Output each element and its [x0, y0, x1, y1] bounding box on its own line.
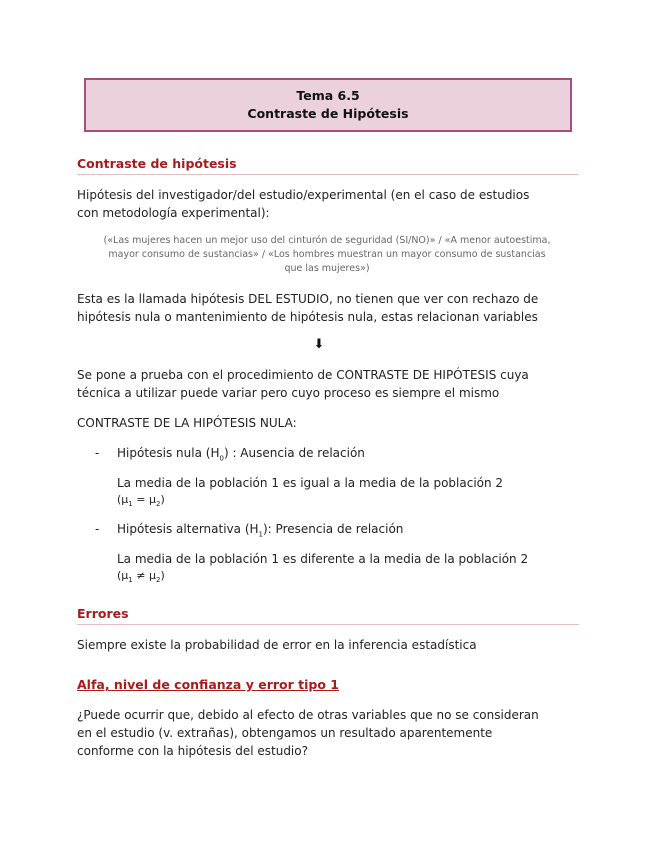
title-box [84, 78, 572, 132]
bullet-dash-2: - [95, 522, 100, 536]
title-line-2: Contraste de Hipótesis [247, 106, 409, 121]
intro-line-2: con metodología experimental): [77, 206, 270, 220]
alfa-line-2: en el estudio (v. extrañas), obtengamos un resultado aparentemente [77, 726, 493, 740]
bullet-dash-1: - [95, 446, 100, 460]
bullet-label-nula: Hipótesis nula $(H_0)$ : Ausencia de relación [117, 446, 365, 463]
alfa-line-3: conforme con la hipótesis del estudio? [77, 744, 308, 758]
alfa-line-1: ¿Puede ocurrir que, debido al efecto de otras variables que no se consideran [77, 708, 539, 722]
formula-alternativa: $(\mu_1 \ne \mu_2)$ [117, 569, 165, 585]
arrow-down-icon: ⬇ [313, 337, 325, 352]
nula-heading: CONTRASTE DE LA HIPÓTESIS NULA: [77, 416, 297, 430]
quote-line-3: que las mujeres») [284, 263, 370, 274]
title-line-1: Tema 6.5 [296, 88, 360, 103]
prueba-line-2: técnica a utilizar puede variar pero cuyo proceso es siempre el mismo [77, 386, 500, 400]
section-heading-alfa: Alfa, nivel de confianza y error tipo 1 [77, 677, 339, 692]
estudio-line-1: Esta es la llamada hipótesis DEL ESTUDIO, no tienen que ver con rechazo de [77, 292, 539, 306]
intro-line-1: Hipótesis del investigador/del estudio/experimental (en el caso de estudios [77, 188, 530, 202]
prueba-line-1: Se pone a prueba con el procedimiento de CONTRASTE DE HIPÓTESIS cuya [77, 368, 529, 382]
quote-line-2: mayor consumo de sustancias» / «Los hombres muestran un mayor consumo de sustancias [108, 249, 546, 260]
formula-nula: $(\mu_1 = \mu_2)$ [117, 493, 165, 509]
bullet-desc-alternativa: La media de la población 1 es diferente a la media de la población 2 [117, 552, 529, 566]
errores-text: Siempre existe la probabilidad de error en la inferencia estadística [77, 638, 477, 652]
estudio-line-2: hipótesis nula o mantenimiento de hipótesis nula, estas relacionan variables [77, 310, 538, 324]
quote-line-1: («Las mujeres hacen un mejor uso del cinturón de seguridad (SI/NO)» / «A menor autoestima, [103, 235, 551, 246]
section-heading-contraste: Contraste de hipótesis [77, 156, 579, 175]
bullet-label-alternativa: Hipótesis alternativa $(H_1)$: Presencia de relación [117, 522, 404, 539]
bullet-desc-nula: La media de la población 1 es igual a la media de la población 2 [117, 476, 504, 490]
section-heading-errores: Errores [77, 606, 579, 625]
